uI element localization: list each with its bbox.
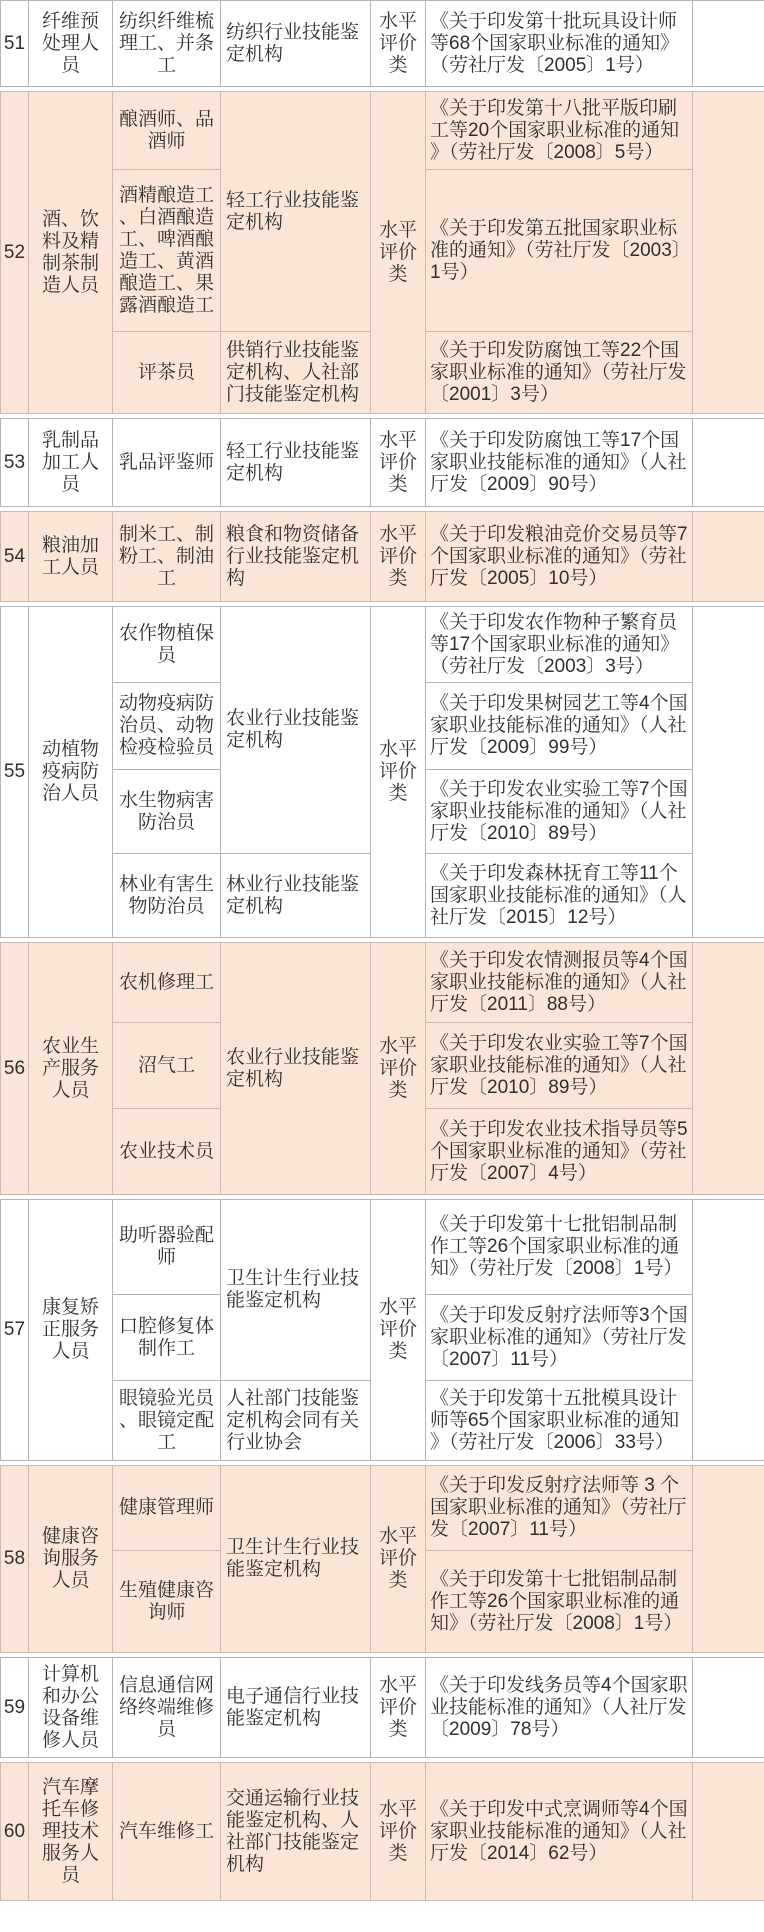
table-row [1,1763,764,1901]
job-cell: 动物疫病防治员、动物检疫检验员 [113,683,221,770]
spacer-cell [693,1763,764,1901]
category-cell: 农业生产服务人员 [29,943,113,1195]
table-row [1,92,764,170]
table-row [1,607,764,683]
category-cell: 纤维预处理人员 [29,1,113,87]
spacer-cell [693,1466,764,1653]
document-cell: 《关于印发第十七批铝制品制作工等26个国家职业标准的通知》（劳社厅发〔2008〕1号） [426,1200,693,1295]
category-cell: 粮油加工人员 [29,512,113,602]
job-cell: 林业有害生物防治员 [113,854,221,938]
document-cell: 《关于印发防腐蚀工等17个国家职业技能标准的通知》（人社厅发〔2009〕90号） [426,419,693,507]
seq-cell: 55 [1,607,29,938]
document-cell: 《关于印发反射疗法师等 3 个国家职业标准的通知》（劳社厅发〔2007〕11号） [426,1466,693,1551]
institution-cell: 林业行业技能鉴定机构 [221,854,371,938]
institution-cell: 纺织行业技能鉴定机构 [221,1,371,87]
institution-cell: 卫生计生行业技能鉴定机构 [221,1200,371,1381]
document-cell: 《关于印发第五批国家职业标准的通知》（劳社厅发〔2003〕1号） [426,170,693,332]
category-cell: 动植物疫病防治人员 [29,607,113,938]
document-cell: 《关于印发第十五批模具设计师等65个国家职业标准的通知》（劳社厅发〔2006〕33号） [426,1381,693,1461]
row-group-54 [0,511,764,602]
document-cell: 《关于印发防腐蚀工等22个国家职业标准的通知》（劳社厅发〔2001〕3号） [426,332,693,414]
job-cell: 口腔修复体制作工 [113,1295,221,1381]
institution-cell: 卫生计生行业技能鉴定机构 [221,1466,371,1653]
row-group-52 [0,91,764,414]
document-cell: 《关于印发森林抚育工等11个国家职业技能标准的通知》（人社厅发〔2015〕12号） [426,854,693,938]
job-cell: 汽车维修工 [113,1763,221,1901]
job-cell: 评茶员 [113,332,221,414]
job-cell: 制米工、制粉工、制油工 [113,512,221,602]
institution-cell: 交通运输行业技能鉴定机构、人社部门技能鉴定机构 [221,1763,371,1901]
job-cell: 纺织纤维梳理工、并条工 [113,1,221,87]
eval-type-cell: 水平评价类 [371,1,426,87]
document-cell: 《关于印发第十七批铝制品制作工等26个国家职业标准的通知》（劳社厅发〔2008〕1号） [426,1551,693,1653]
spacer-cell [693,607,764,938]
institution-cell: 粮食和物资储备行业技能鉴定机构 [221,512,371,602]
seq-cell: 57 [1,1200,29,1461]
seq-cell: 60 [1,1763,29,1901]
document-cell: 《关于印发农业实验工等7个国家职业技能标准的通知》（人社厅发〔2010〕89号） [426,770,693,854]
spacer-cell [693,92,764,414]
document-cell: 《关于印发果树园艺工等4个国家职业技能标准的通知》（人社厅发〔2009〕99号） [426,683,693,770]
row-group-56 [0,942,764,1195]
row-group-60 [0,1762,764,1901]
document-cell: 《关于印发粮油竞价交易员等7个国家职业标准的通知》（劳社厅发〔2005〕10号） [426,512,693,602]
row-group-55 [0,606,764,938]
institution-cell: 电子通信行业技能鉴定机构 [221,1658,371,1758]
document-cell: 《关于印发农业实验工等7个国家职业技能标准的通知》（人社厅发〔2010〕89号） [426,1023,693,1109]
eval-type-cell: 水平评价类 [371,607,426,938]
eval-type-cell: 水平评价类 [371,512,426,602]
document-cell: 《关于印发反射疗法师等3个国家职业标准的通知》（劳社厅发〔2007〕11号） [426,1295,693,1381]
document-cell: 《关于印发农作物种子繁育员等17个国家职业标准的通知》（劳社厅发〔2003〕3号） [426,607,693,683]
seq-cell: 56 [1,943,29,1195]
eval-type-cell: 水平评价类 [371,1763,426,1901]
spacer-cell [693,1658,764,1758]
table-row [1,1466,764,1551]
row-group-51 [0,0,764,87]
category-cell: 计算机和办公设备维修人员 [29,1658,113,1758]
eval-type-cell: 水平评价类 [371,92,426,414]
job-cell: 农机修理工 [113,943,221,1023]
spacer-cell [693,419,764,507]
document-cell: 《关于印发中式烹调师等4个国家职业技能标准的通知》（人社厅发〔2014〕62号） [426,1763,693,1901]
job-cell: 生殖健康咨询师 [113,1551,221,1653]
eval-type-cell: 水平评价类 [371,1658,426,1758]
job-cell: 酿酒师、品酒师 [113,92,221,170]
seq-cell: 52 [1,92,29,414]
category-cell: 康复矫正服务人员 [29,1200,113,1461]
job-cell: 眼镜验光员、眼镜定配工 [113,1381,221,1461]
institution-cell: 农业行业技能鉴定机构 [221,943,371,1195]
document-cell: 《关于印发农情测报员等4个国家职业技能标准的通知》（人社厅发〔2011〕88号） [426,943,693,1023]
category-cell: 乳制品加工人员 [29,419,113,507]
job-cell: 乳品评鉴师 [113,419,221,507]
spacer-cell [693,1,764,87]
eval-type-cell: 水平评价类 [371,1466,426,1653]
row-group-57 [0,1199,764,1461]
eval-type-cell: 水平评价类 [371,419,426,507]
seq-cell: 51 [1,1,29,87]
job-cell: 信息通信网络终端维修员 [113,1658,221,1758]
seq-cell: 53 [1,419,29,507]
table-row [1,512,764,602]
institution-cell: 人社部门技能鉴定机构会同有关行业协会 [221,1381,371,1461]
institution-cell: 农业行业技能鉴定机构 [221,607,371,854]
eval-type-cell: 水平评价类 [371,1200,426,1461]
document-cell: 《关于印发线务员等4个国家职业技能标准的通知》（人社厅发〔2009〕78号） [426,1658,693,1758]
seq-cell: 59 [1,1658,29,1758]
eval-type-cell: 水平评价类 [371,943,426,1195]
job-cell: 健康管理师 [113,1466,221,1551]
job-cell: 助听器验配师 [113,1200,221,1295]
job-cell: 沼气工 [113,1023,221,1109]
institution-cell: 轻工行业技能鉴定机构 [221,419,371,507]
table-row [1,943,764,1023]
document-cell: 《关于印发农业技术指导员等5个国家职业标准的通知》（劳社厅发〔2007〕4号） [426,1109,693,1195]
job-cell: 农作物植保员 [113,607,221,683]
row-group-59 [0,1657,764,1758]
table-row [1,419,764,507]
table-row [1,1,764,87]
spacer-cell [693,1200,764,1461]
job-cell: 酒精酿造工、白酒酿造工、啤酒酿造工、黄酒酿造工、果露酒酿造工 [113,170,221,332]
institution-cell: 轻工行业技能鉴定机构 [221,92,371,332]
row-group-58 [0,1465,764,1653]
spacer-cell [693,512,764,602]
seq-cell: 58 [1,1466,29,1653]
job-cell: 农业技术员 [113,1109,221,1195]
category-cell: 健康咨询服务人员 [29,1466,113,1653]
table-row [1,1658,764,1758]
spacer-cell [693,943,764,1195]
row-group-53 [0,418,764,507]
table-row [1,1200,764,1295]
institution-cell: 供销行业技能鉴定机构、人社部门技能鉴定机构 [221,332,371,414]
seq-cell: 54 [1,512,29,602]
job-cell: 水生物病害防治员 [113,770,221,854]
document-cell: 《关于印发第十八批平版印刷工等20个国家职业标准的通知》（劳社厅发〔2008〕5号） [426,92,693,170]
category-cell: 汽车摩托车修理技术服务人员 [29,1763,113,1901]
category-cell: 酒、饮料及精制茶制造人员 [29,92,113,414]
document-cell: 《关于印发第十批玩具设计师等68个国家职业标准的通知》（劳社厅发〔2005〕1号） [426,1,693,87]
